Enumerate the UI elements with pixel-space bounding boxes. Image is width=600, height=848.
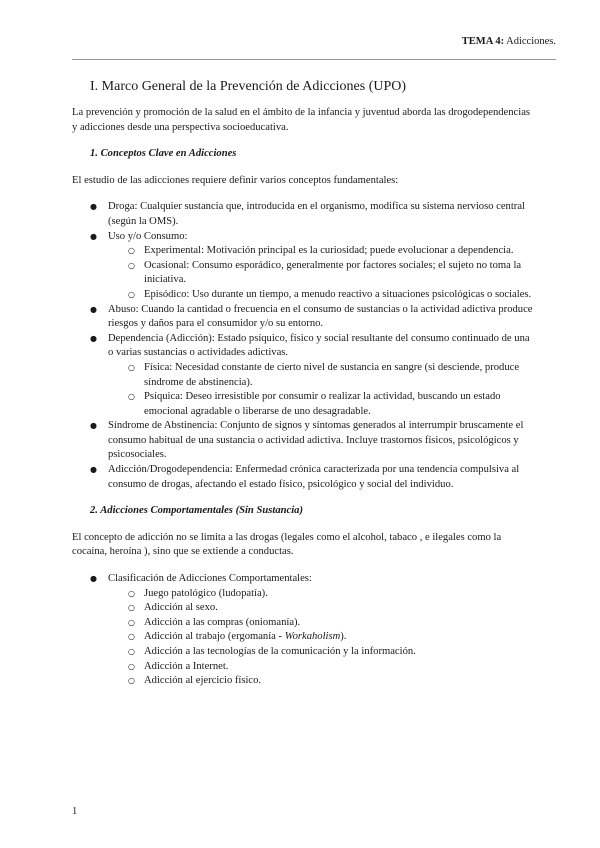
sublist-item-tecnologias: ○ Adicción a las tecnologías de la comunicación y la información. — [144, 645, 534, 660]
sublist-item-ocasional: ○ Ocasional: Consumo esporádico, generalmente por factores sociales; el sujeto no toma la iniciativa. — [144, 259, 534, 288]
sublist-item-juego: ○ Juego patológico (ludopatía). — [144, 587, 534, 602]
header-topic-title: Adicciones. — [504, 36, 556, 47]
comportamentales-list — [72, 572, 534, 689]
subheading-conceptos-clave: 1. Conceptos Clave en Adicciones — [90, 148, 237, 160]
list-item-abstinencia: ● Síndrome de Abstinencia: Conjunto de signos y síntomas generados al interrumpir bruscamente el consumo habitual de una sustancia o actividad adictiva. Incluye trastornos físicos, psicológicos y psicosociales. — [108, 419, 534, 463]
trabajo-text-em: Workaholism — [284, 631, 341, 643]
trabajo-text-post: ). — [340, 631, 347, 643]
subheading-adicciones-comportamentales: 2. Adicciones Comportamentales (Sin Sustancia) — [90, 505, 303, 517]
header-divider — [72, 59, 556, 60]
section-title: I. Marco General de la Prevención de Adicciones (UPO) — [90, 79, 407, 94]
sublist-item-sexo: ○ Adicción al sexo. — [144, 601, 534, 616]
list-item-abuso: ● Abuso: Cuando la cantidad o frecuencia en el consumo de sustancias o la actividad adictiva produce riesgos y daños para el consumidor y/o su entorno. — [108, 303, 534, 332]
sublist-item-internet: ○ Adicción a Internet. — [144, 660, 534, 675]
sublist-item-psiquica: ○ Psíquica: Deseo irresistible por consumir o realizar la actividad, buscando un estado emocional agradable o liberarse de uno desagradable. — [144, 390, 534, 419]
intro-paragraph: La prevención y promoción de la salud en el ámbito de la infancia y juventud aborda las drogodependencias y adicciones desde una perspectiva socioeducativa. — [72, 107, 531, 133]
trabajo-text-pre: Adicción al trabajo (ergomanía - — [144, 631, 285, 643]
comportamentales-lead: El concepto de adicción no se limita a las drogas (legales como el alcohol, tabaco , e ilegales como la cocaína, heroína ), sino que se extiende a conductas. — [72, 531, 502, 558]
page-number: 1 — [72, 806, 78, 817]
page-header — [72, 36, 556, 48]
list-item-dependencia-label: Dependencia (Adicción): Estado psíquico, físico y social resultante del consumo continuado de una o varias sustancias o actividades adictivas. — [108, 332, 530, 359]
sublist-item-fisica: ○ Física: Necesidad constante de cierto nivel de sustancia en sangre (si desciende, produce síndrome de abstinencia). — [144, 361, 534, 390]
list-item-uso-label: Uso y/o Consumo: — [108, 230, 188, 242]
header-topic-label: TEMA 4: — [461, 36, 505, 47]
dependencia-sublist — [108, 361, 534, 419]
list-item-clasificacion — [108, 572, 534, 689]
sublist-item-trabajo — [144, 630, 534, 645]
sublist-item-compras: ○ Adicción a las compras (oniomanía). — [144, 616, 534, 631]
list-item-dependencia — [108, 332, 534, 420]
list-item-uso — [108, 230, 534, 303]
document-body — [72, 78, 534, 701]
list-item-clasificacion-label: Clasificación de Adicciones Comportamentales: — [108, 573, 312, 585]
sublist-item-episodico: ○ Episódico: Uso durante un tiempo, a menudo reactivo a situaciones psicológicas o sociales. — [144, 288, 534, 303]
conceptos-list — [72, 200, 534, 492]
list-item-drogodependencia: ● Adicción/Drogodependencia: Enfermedad crónica caracterizada por una tendencia compulsiva al consumo de drogas, afectando el estado físico, psicológico y social del individuo. — [108, 463, 534, 492]
uso-sublist — [108, 244, 534, 302]
clasificacion-sublist — [108, 587, 534, 689]
sublist-item-ejercicio: ○ Adicción al ejercicio físico. — [144, 674, 534, 689]
list-item-droga: ● Droga: Cualquier sustancia que, introducida en el organismo, modifica su sistema nervioso central (según la OMS). — [108, 200, 534, 229]
conceptos-lead: El estudio de las adicciones requiere definir varios conceptos fundamentales: — [72, 174, 399, 186]
sublist-item-experimental: ○ Experimental: Motivación principal es la curiosidad; puede evolucionar a dependencia. — [144, 244, 534, 259]
